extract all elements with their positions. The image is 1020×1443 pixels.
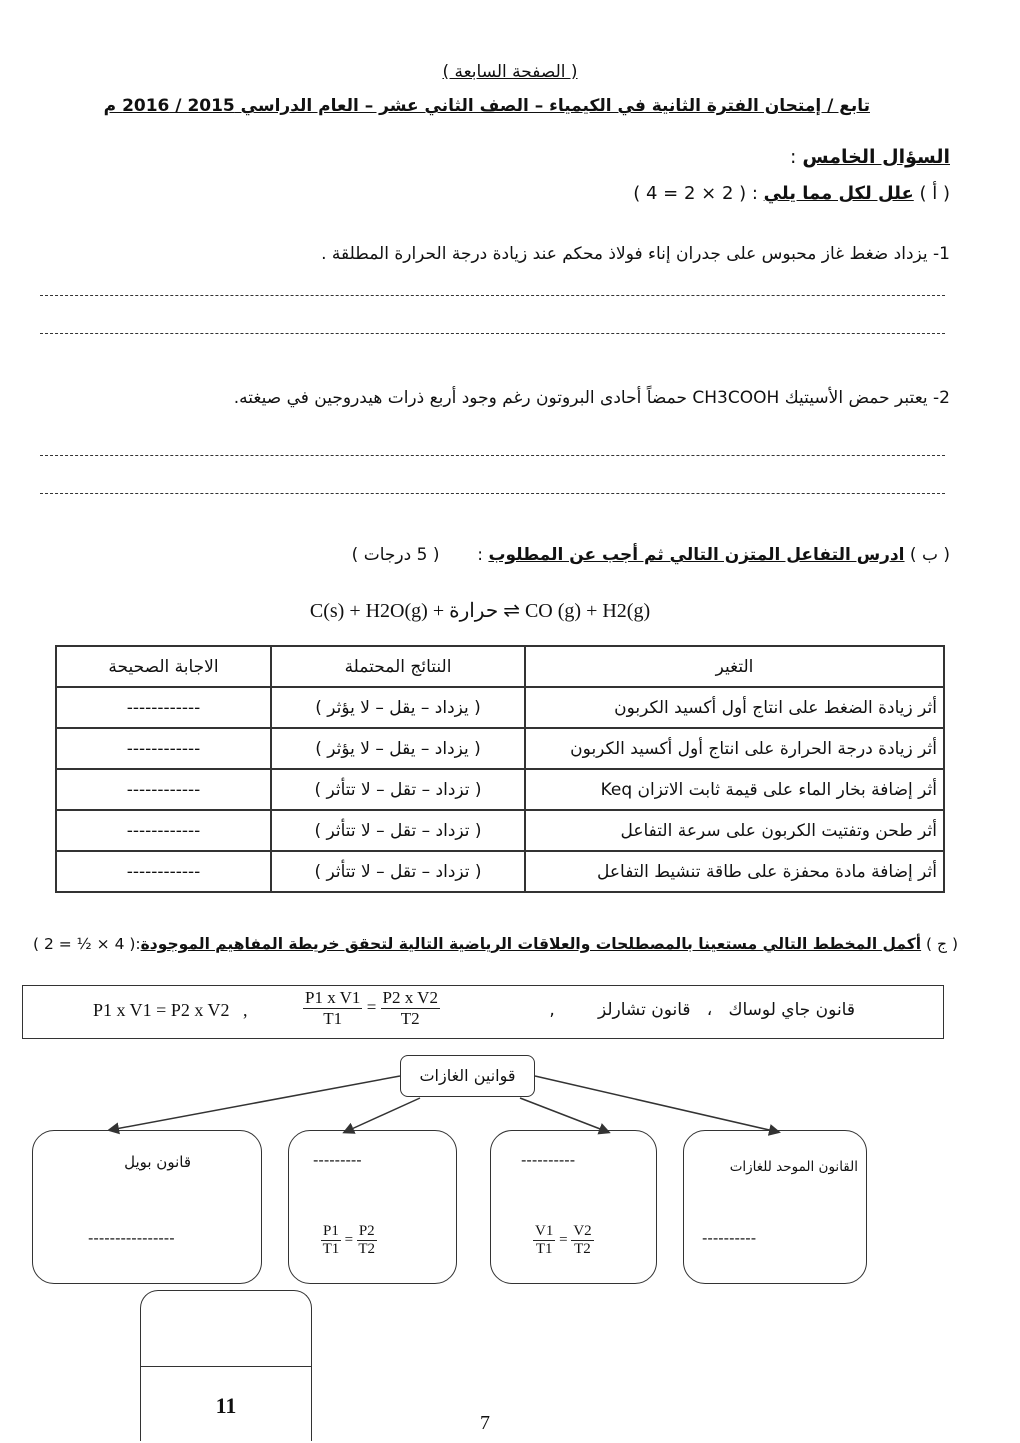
change-cell: أثر إضافة بخار الماء على قيمة ثابت الاتزان Keq [525, 769, 944, 810]
concept-box-boyle [32, 1130, 262, 1284]
concept-root: قوانين الغازات [400, 1055, 535, 1097]
change-cell: أثر زيادة الضغط على انتاج أول أكسيد الكربون [525, 687, 944, 728]
score-box [140, 1290, 312, 1441]
word-bank-terms: قانون جاي لوساك ، قانون تشارلز , [549, 1000, 855, 1020]
blank-name[interactable]: ---------- [521, 1151, 576, 1169]
answer-cell[interactable]: ------------ [56, 851, 271, 892]
part-c-heading: ( ج ) أكمل المخطط التالي مستعينا بالمصطلحات والعلاقات الرياضية التالية لتحقق خريطة المفاهيم الموجودة:( 4 × ½ = 2 ) [32, 935, 958, 953]
change-cell: أثر زيادة درجة الحرارة على انتاج أول أكسيد الكربون [525, 728, 944, 769]
page-label: ( الصفحة السابعة ) [442, 62, 578, 82]
options-cell: ( تزداد – تقل – لا تتأثر ) [271, 769, 525, 810]
table-row [56, 728, 944, 769]
concept-box-gaylussac [288, 1130, 457, 1284]
page-number: 7 [480, 1412, 490, 1434]
header-results: النتائج المحتملة [271, 646, 525, 687]
table-row [56, 851, 944, 892]
question-title: السؤال الخامس : [789, 146, 950, 168]
concept-box-combined [683, 1130, 867, 1284]
answer-cell[interactable]: ------------ [56, 728, 271, 769]
gaylussac-equation: $\frac{P1}{T1}$ = $\frac{P2}{T2}$ [322, 1223, 376, 1257]
header-answer: الاجابة الصحيحة [56, 646, 271, 687]
boyle-equation: P1 x V1 = P2 x V2 , [93, 1000, 248, 1020]
arrow [345, 1098, 420, 1132]
arrow [535, 1076, 778, 1132]
table-row [56, 810, 944, 851]
change-cell: أثر طحن وتفتيت الكربون على سرعة التفاعل [525, 810, 944, 851]
combined-law-equation: $\frac{\text{P1 x V1}}{T1}$ = $\frac{\text{P2 x V2}}{T2}$ [305, 988, 438, 1028]
answer-cell[interactable]: ------------ [56, 769, 271, 810]
score-value: 11 [215, 1393, 237, 1418]
concept-box-charles [490, 1130, 657, 1284]
answer-cell[interactable]: ------------ [56, 687, 271, 728]
answer-line[interactable] [40, 333, 945, 334]
blank-equation[interactable]: ---------------- [88, 1229, 175, 1247]
answer-cell[interactable]: ------------ [56, 810, 271, 851]
header-change: التغير [525, 646, 944, 687]
arrow [110, 1076, 400, 1130]
options-cell: ( تزداد – تقل – لا تتأثر ) [271, 851, 525, 892]
options-cell: ( يزداد – يقل – لا يؤثر ) [271, 728, 525, 769]
table-row [56, 769, 944, 810]
charles-equation: $\frac{V1}{T1}$ = $\frac{V2}{T2}$ [535, 1223, 592, 1257]
part-a-heading: ( أ ) علل لكل مما يلي : ( 2 × 2 = 4 ) [633, 183, 950, 204]
part-a-item-2: 2- يعتبر حمض الأسيتيك CH3COOH حمضاً أحادى البروتون رغم وجود أربع ذرات هيدروجين في صيغته. [233, 388, 950, 408]
reaction-equation: C(s) + H2O(g) + حرارة ⇌ CO (g) + H2(g) [309, 600, 651, 622]
reaction-table [55, 645, 945, 893]
answer-line[interactable] [40, 455, 945, 456]
box-title: القانون الموحد للغازات [729, 1159, 858, 1175]
table-header-row [56, 646, 944, 687]
options-cell: ( يزداد – يقل – لا يؤثر ) [271, 687, 525, 728]
word-bank [22, 985, 944, 1039]
answer-line[interactable] [40, 493, 945, 494]
exam-title: تابع / إمتحان الفترة الثانية في الكيمياء – الصف الثاني عشر – العام الدراسي 2015 / 2016 م [103, 96, 870, 116]
part-b-heading: ( ب ) ادرس التفاعل المتزن التالي ثم أجب عن المطلوب : ( 5 درجات ) [351, 545, 950, 565]
answer-line[interactable] [40, 295, 945, 296]
blank-name[interactable]: --------- [313, 1151, 362, 1169]
blank-equation[interactable]: ---------- [702, 1229, 757, 1247]
change-cell: أثر إضافة مادة محفزة على طاقة تنشيط التفاعل [525, 851, 944, 892]
table-row [56, 687, 944, 728]
options-cell: ( تزداد – تقل – لا تتأثر ) [271, 810, 525, 851]
part-a-item-1: 1- يزداد ضغط غاز محبوس على جدران إناء فولاذ محكم عند زيادة درجة الحرارة المطلقة . [321, 244, 950, 264]
arrow [520, 1098, 608, 1132]
box-title: قانون بويل [124, 1153, 191, 1171]
